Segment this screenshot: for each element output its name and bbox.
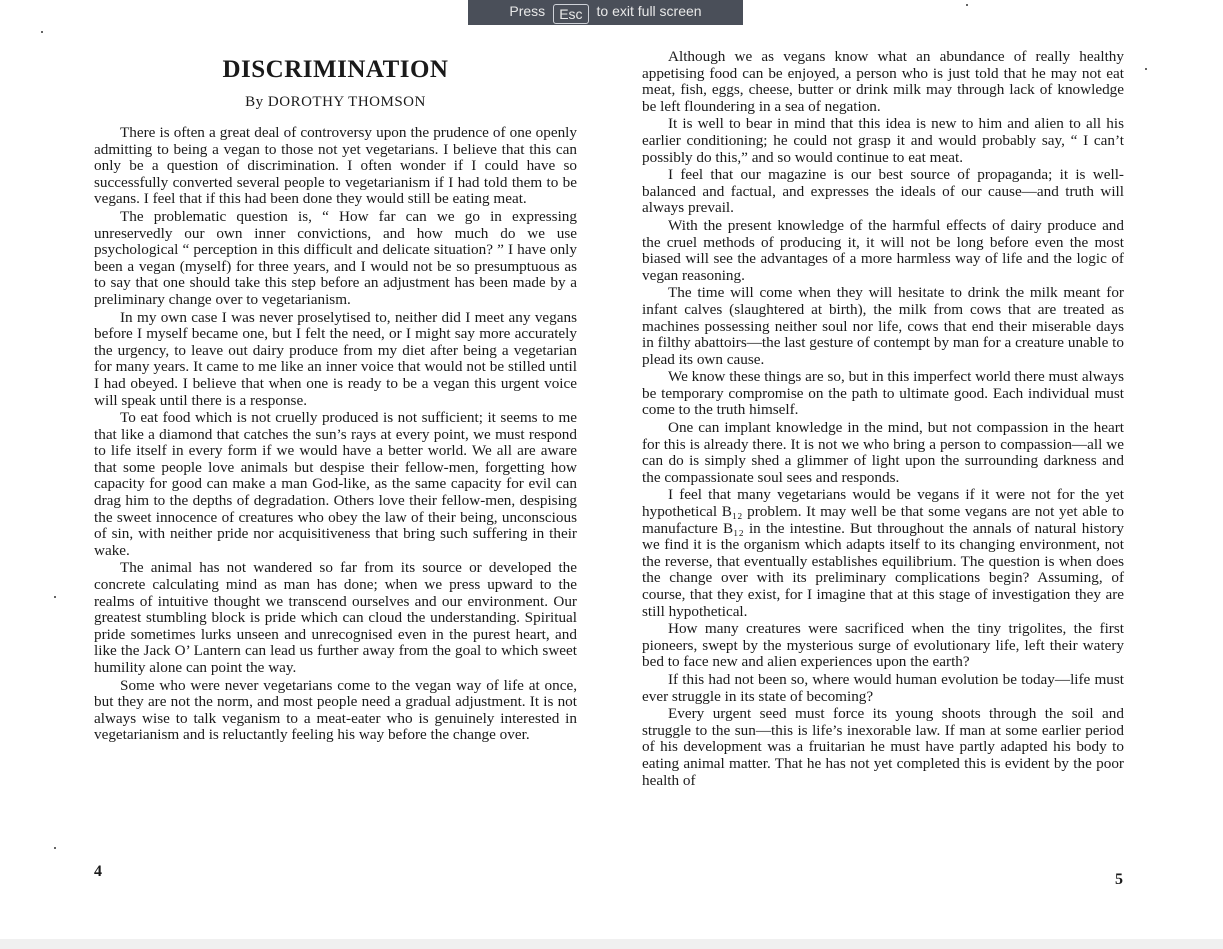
paragraph: Every urgent seed must force its young shoots through the soil and struggle to the sun—this is life’s inexorable law. If man at some earlier period of his development was a fruitarian he must have partly adapted his body to eating animal matter. That he has not yet completed this is evident by the poor health of [642, 705, 1124, 789]
paragraph: How many creatures were sacrificed when the tiny trigolites, the first pioneers, swept by the mysterious surge of evolutionary life, left their watery bed to face new and alien experiences upon the earth? [642, 620, 1124, 671]
page-number-left: 4 [94, 863, 102, 880]
article-title: DISCRIMINATION [222, 56, 449, 83]
fullscreen-exit-banner [468, 0, 743, 25]
scan-speck [54, 847, 56, 849]
right-page [642, 49, 1124, 790]
viewer-bottom-edge [0, 939, 1223, 949]
paragraph: I feel that many vegetarians would be vegans if it were not for the yet hypothetical B₁₂ problem. It may well be that some vegans are not yet able to manufacture B₁₂ in the intestine. But throughout the annals of natural history we find it is the organism which adapts itself to its changing environment, not the reverse, that eventually establishes equilibrium. The question is when does the change over with its preliminary complications begin? Assuming, of course, that they exist, for I imagine that at this stage of investigation they are still hypothetical. [642, 486, 1124, 620]
paragraph: With the present knowledge of the harmful effects of dairy produce and the cruel methods of producing it, it will not be long before even the most biased will see the advantages of a more harmless way of life and the logic of vegan reasoning. [642, 216, 1124, 284]
paragraph: There is often a great deal of controversy upon the prudence of one openly admitting to being a vegan to those not yet vegetarians. I believe that this can only be a question of discrimination. I often wonder if I could have so successfully converted several people to vegetarianism if I had told them to be vegans. I feel that if this had been done they would still be eating meat. [94, 124, 577, 208]
paragraph: It is well to bear in mind that this idea is new to him and alien to all his earlier conditioning; he could not grasp it and would probably say, “ I can’t possibly do this,” and so would continue to eat meat. [642, 115, 1124, 166]
paragraph: The animal has not wandered so far from its source or developed the concrete calculating mind as man has done; when we press upward to the realms of intuitive thought we transcend ourselves and our environment. Our greatest stumbling block is pride which can cloud the understanding. Spiritual pride sometimes lurks unseen and unrecognised even in the purest heart, and like the Jack O’ Lantern can lead us further away from the goal to which sweet humility alone can point the way. [94, 559, 577, 676]
banner-press-text: Press [509, 3, 546, 19]
scan-speck [966, 4, 968, 6]
banner-suffix-text: to exit full screen [596, 3, 702, 19]
paragraph: Some who were never vegetarians come to the vegan way of life at once, but they are not the norm, and most people need a gradual adjustment. It is not always wise to talk veganism to a meat-eater who is genuinely interested in vegetarianism and is reluctantly feeling his way before the change over. [94, 676, 577, 744]
paragraph: If this had not been so, where would human evolution be today—life must ever struggle in its state of becoming? [642, 670, 1124, 705]
paragraph: Although we as vegans know what an abundance of really healthy appetising food can be enjoyed, a person who is just told that he may not eat meat, fish, eggs, cheese, butter or drink milk may through lack of knowledge be left floundering in a sea of negation. [642, 48, 1124, 115]
left-page [94, 48, 577, 745]
scan-speck [41, 31, 43, 33]
page-number-right: 5 [1115, 871, 1123, 888]
scan-speck [54, 596, 56, 598]
scan-speck [1145, 68, 1147, 70]
paragraph: The problematic question is, “ How far can we go in expressing unreservedly our own inner convictions, and how much do we use psychological “ perception in this difficult and delicate situation? ” I have only been a vegan (myself) for three years, and I would not be so presumptuous as to say that one should take this step before an adjustment has been made by a preliminary change over to vegetarianism. [94, 207, 577, 308]
paragraph: We know these things are so, but in this imperfect world there must always be temporary compromise on the path to ultimate good. Each individual must come to the truth himself. [642, 368, 1124, 419]
esc-key-badge: Esc [553, 4, 588, 24]
paragraph: One can implant knowledge in the mind, but not compassion in the heart for this is already there. It is not we who bring a person to compassion—all we can do is simply shed a glimmer of light upon the surrounding darkness and the compassionate soul sees and responds. [642, 419, 1124, 486]
paragraph: In my own case I was never proselytised to, neither did I meet any vegans before I myself became one, but I felt the need, or I might say more accurately the urgency, to leave out dairy produce from my diet after being a vegetarian for many years. It came to me like an inner voice that would not be stilled until I had obeyed. I believe that when one is ready to be a vegan this urgent voice will speak until there is a response. [94, 308, 577, 409]
article-byline: By DOROTHY THOMSON [245, 94, 426, 110]
paragraph: To eat food which is not cruelly produced is not sufficient; it seems to me that like a diamond that catches the sun’s rays at every point, we must respond to life itself in every form if we would have a better world. We all are aware that some people love animals but despise their fellow-men, forgetting how capacity for good can make a man God-like, as the same capacity for evil can drag him to the depths of degradation. Others love their fellow-men, despising the sweet innocence of creatures who obey the law of their being, unconscious of sin, with neither pride nor acquisitiveness that bring such suffering in their wake. [94, 409, 577, 559]
paragraph: The time will come when they will hesitate to drink the milk meant for infant calves (slaughtered at birth), the milk from cows that are treated as machines possessing neither soul nor life, cows that end their miserable days in filthy abattoirs—the last gesture of contempt by man for a creature unable to plead its own cause. [642, 284, 1124, 368]
paragraph: I feel that our magazine is our best source of propaganda; it is well-balanced and factual, and expresses the ideals of our cause—and truth will always prevail. [642, 166, 1124, 217]
